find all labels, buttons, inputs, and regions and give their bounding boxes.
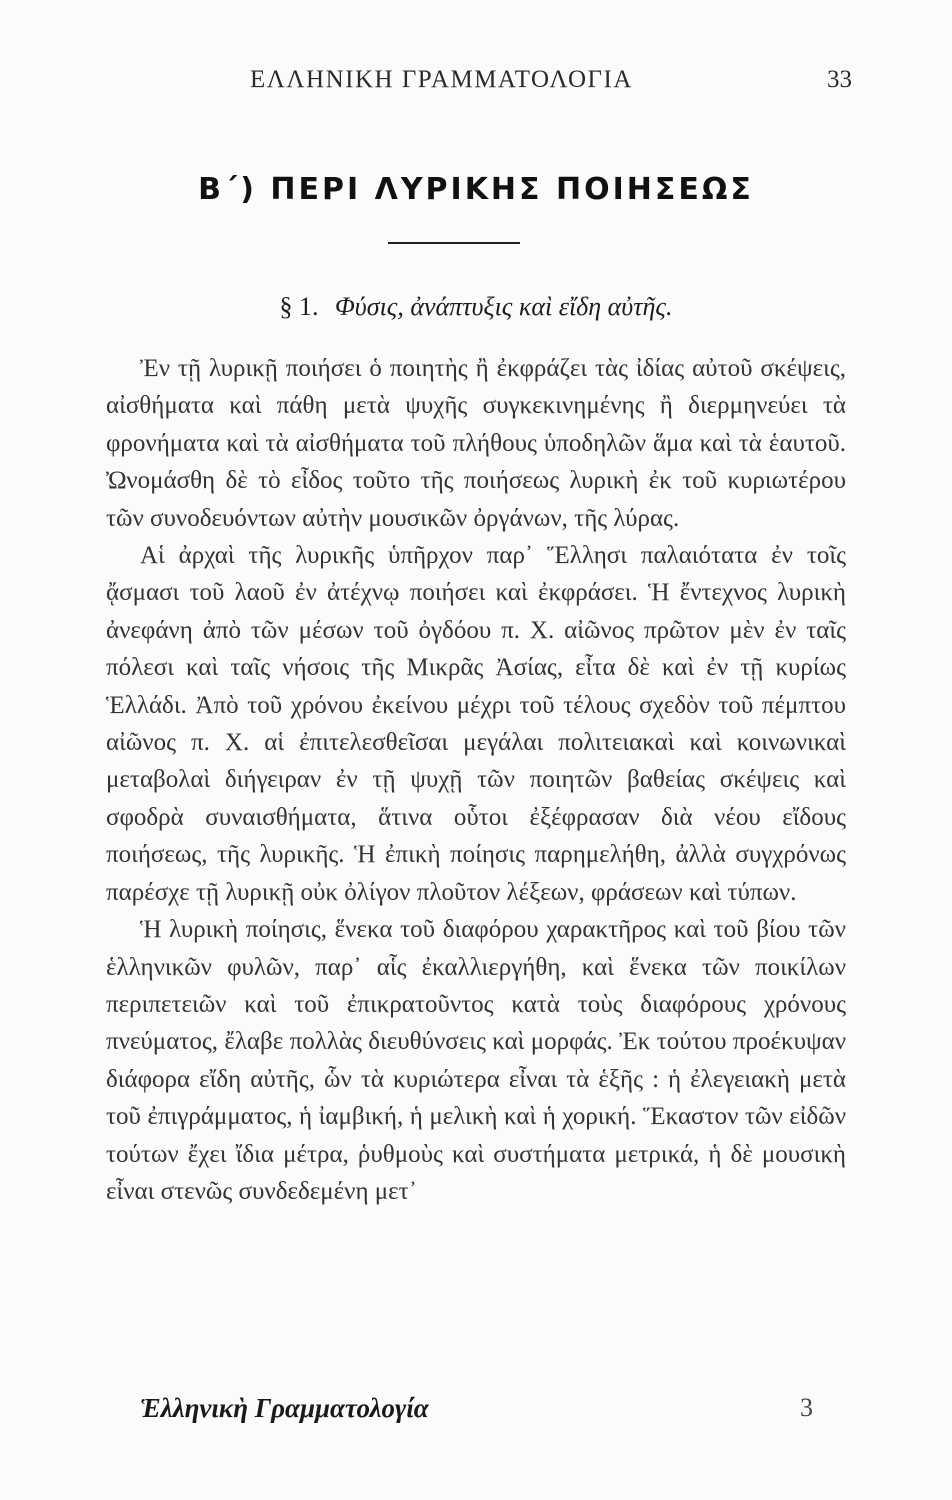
footer-book-title: Ἑλληνικὴ Γραμματολογία [140, 1393, 429, 1423]
running-head [250, 66, 952, 106]
signature-mark: 3 [800, 1393, 813, 1422]
running-title: ΕΛΛΗΝΙΚΗ ΓΡΑΜΜΑΤΟΛΟΓΙΑ [250, 66, 633, 93]
subsection-title: Φύσις, ἀνάπτυξις καὶ εἴδη αὐτῆς. [335, 292, 673, 321]
paragraph: Ἐν τῇ λυρικῇ ποιήσει ὁ ποιητὴς ἢ ἐκφράζει τὰς ἰδίας αὐτοῦ σκέψεις, αἰσθήματα καὶ πάθη μετὰ ψυχῆς συγκεκινημένης ἢ διερμηνεύει τὰ φρονήματα καὶ τὰ αἰσθήματα τοῦ πλήθους ὑποδηλῶν ἅμα καὶ τὰ ἑαυτοῦ. Ὠνομάσθη δὲ τὸ εἶδος τοῦτο τῆς ποιήσεως λυρικὴ ἐκ τοῦ κυριωτέρου τῶν συνοδευόντων αὐτὴν μουσικῶν ὀργάνων, τῆς λύρας. [106, 355, 846, 532]
page-number: 33 [827, 66, 852, 93]
section-heading: Β΄) ΠΕΡΙ ΛΥΡΙΚΗΣ ΠΟΙΗΣΕΩΣ [198, 172, 754, 207]
subsection-number: § 1. [279, 292, 319, 321]
paragraph: Αἱ ἀρχαὶ τῆς λυρικῆς ὑπῆρχον παρ᾽ Ἕλλησι παλαιότατα ἐν τοῖς ᾄσμασι τοῦ λαοῦ ἐν ἀτέχνῳ ποιήσει καὶ ἐκφράσει. Ἡ ἔντεχνος λυρικὴ ἀνεφάνη ἀπὸ τῶν μέσων τοῦ ὀγδόου π. Χ. αἰῶνος πρῶτον μὲν ἐν ταῖς πόλεσι καὶ ταῖς νήσοις τῆς Μικρᾶς Ἀσίας, εἶτα δὲ καὶ ἐν τῇ κυρίως Ἑλλάδι. Ἀπὸ τοῦ χρόνου ἐκείνου μέχρι τοῦ τέλους σχεδὸν τοῦ πέμπτου αἰῶνος π. Χ. αἱ ἐπιτελεσθεῖσαι μεγάλαι πολιτειακαὶ καὶ κοινωνικαὶ μεταβολαὶ διήγειραν ἐν τῇ ψυχῇ τῶν ποιητῶν βαθείας σκέψεις καὶ σφοδρὰ συναισθήματα, ἅτινα οὗτοι ἐξέφρασαν διὰ νέου εἴδους ποιήσεως, τῆς λυρικῆς. Ἡ ἐπικὴ ποίησις παρημελήθη, ἀλλὰ συγχρόνως παρέσχε τῇ λυρικῇ οὐκ ὀλίγον πλοῦτον λέξεων, φράσεων καὶ τύπων. [106, 542, 846, 906]
paragraph: Ἡ λυρικὴ ποίησις, ἕνεκα τοῦ διαφόρου χαρακτῆρος καὶ τοῦ βίου τῶν ἑλληνικῶν φυλῶν, παρ᾽ αἷς ἐκαλλιεργήθη, καὶ ἕνεκα τῶν ποικίλων περιπετειῶν καὶ τοῦ ἐπικρατοῦντος κατὰ τοὺς διαφόρους χρόνους πνεύματος, ἔλαβε πολλὰς διευθύνσεις καὶ μορφάς. Ἐκ τούτου προέκυψαν διάφορα εἴδη αὐτῆς, ὧν τὰ κυριώτερα εἶναι τὰ ἑξῆς : ἡ ἐλεγειακὴ μετὰ τοῦ ἐπιγράμματος, ἡ ἰαμβική, ἡ μελικὴ καὶ ἡ χορική. Ἕκαστον τῶν εἰδῶν τούτων ἔχει ἴδια μέτρα, ῥυθμοὺς καὶ συστήματα μετρικά, ἡ δὲ μουσικὴ εἶναι στενῶς συνδεδεμένη μετ᾽ [106, 916, 846, 1205]
subsection-heading [0, 292, 952, 322]
heading-rule [388, 242, 520, 244]
body-text [106, 350, 846, 1210]
